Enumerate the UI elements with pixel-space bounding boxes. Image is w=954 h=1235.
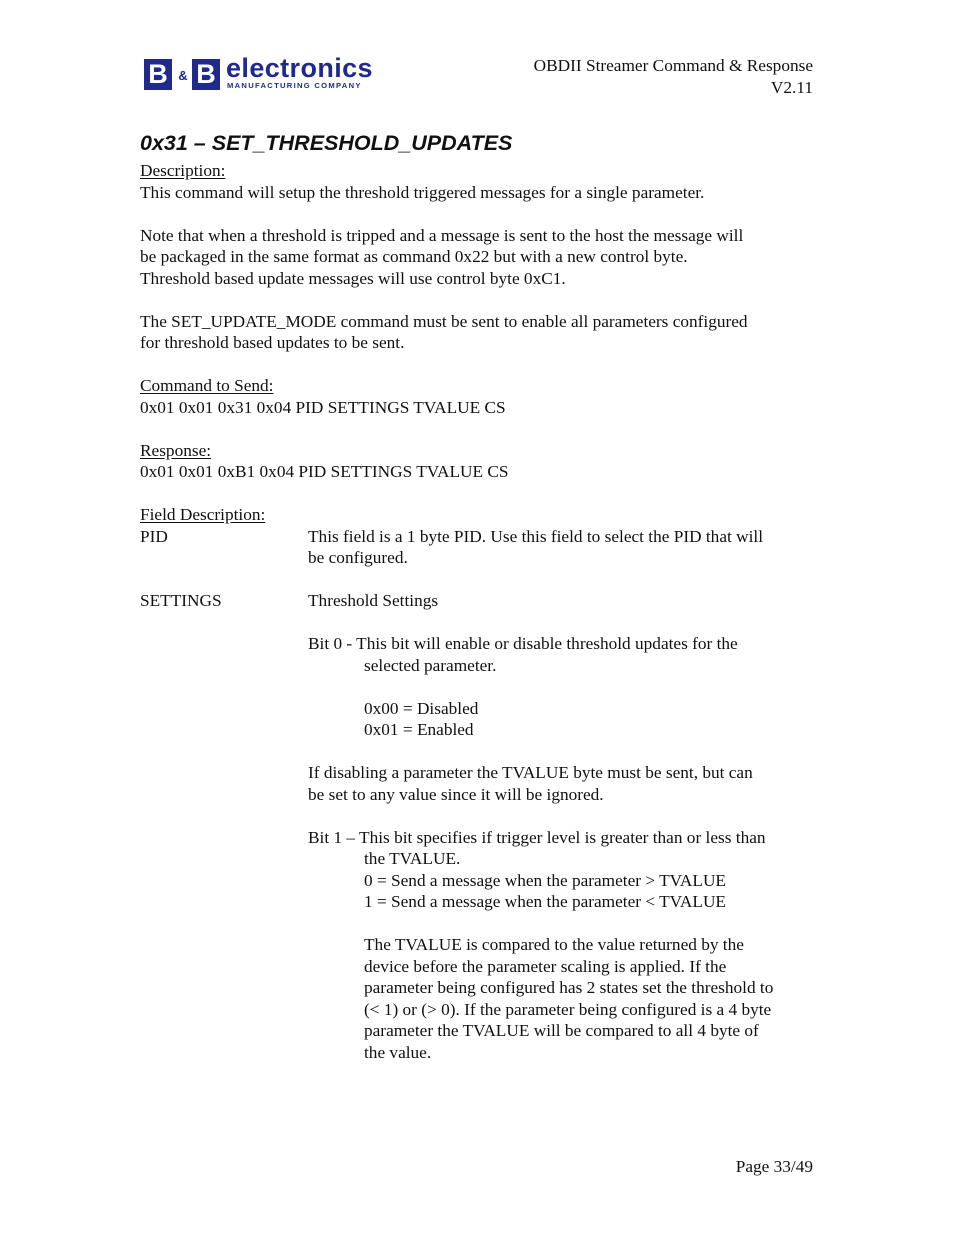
logo-tagline: MANUFACTURING COMPANY bbox=[227, 81, 362, 90]
logo-letter-b2: B bbox=[192, 59, 220, 90]
tvalue-line-2: device before the parameter scaling is applied. If the bbox=[364, 957, 727, 976]
document-title: OBDII Streamer Command & Response bbox=[533, 56, 813, 75]
logo-wordmark: electronics bbox=[226, 53, 373, 83]
bit1-line-2: the TVALUE. bbox=[364, 849, 461, 868]
company-logo bbox=[144, 53, 394, 92]
bit0-option-disabled: 0x00 = Disabled bbox=[364, 699, 479, 718]
note-line-2: be packaged in the same format as command 0x22 but with a new control byte. bbox=[140, 247, 688, 266]
tvalue-line-1: The TVALUE is compared to the value returned by the bbox=[364, 935, 744, 954]
bit1-line-1: Bit 1 – This bit specifies if trigger level is greater than or less than bbox=[308, 828, 766, 847]
response-text: 0x01 0x01 0xB1 0x04 PID SETTINGS TVALUE CS bbox=[140, 462, 509, 481]
disable-note-line-1: If disabling a parameter the TVALUE byte must be sent, but can bbox=[308, 763, 753, 782]
command-heading: Command to Send: bbox=[140, 376, 274, 395]
update-mode-line-1: The SET_UPDATE_MODE command must be sent to enable all parameters configured bbox=[140, 312, 748, 331]
command-text: 0x01 0x01 0x31 0x04 PID SETTINGS TVALUE CS bbox=[140, 398, 506, 417]
logo-letter-b1: B bbox=[144, 59, 172, 90]
section-title: 0x31 – SET_THRESHOLD_UPDATES bbox=[140, 131, 513, 155]
field-name-settings: SETTINGS bbox=[140, 591, 222, 610]
field-name-pid: PID bbox=[140, 527, 168, 546]
tvalue-line-5: parameter the TVALUE will be compared to all 4 byte of bbox=[364, 1021, 759, 1040]
bit1-option-greater: 0 = Send a message when the parameter > TVALUE bbox=[364, 871, 726, 890]
bit1-option-less: 1 = Send a message when the parameter < TVALUE bbox=[364, 892, 726, 911]
pid-desc-line-1: This field is a 1 byte PID. Use this field to select the PID that will bbox=[308, 527, 763, 546]
note-line-1: Note that when a threshold is tripped and a message is sent to the host the message will bbox=[140, 226, 744, 245]
update-mode-line-2: for threshold based updates to be sent. bbox=[140, 333, 405, 352]
tvalue-line-4: (< 1) or (> 0). If the parameter being configured is a 4 byte bbox=[364, 1000, 772, 1019]
bit0-line-2: selected parameter. bbox=[364, 656, 497, 675]
bit0-line-1: Bit 0 - This bit will enable or disable threshold updates for the bbox=[308, 634, 738, 653]
settings-heading: Threshold Settings bbox=[308, 591, 439, 610]
document-version: V2.11 bbox=[770, 77, 813, 97]
response-heading: Response: bbox=[140, 441, 212, 460]
description-text: This command will setup the threshold triggered messages for a single parameter. bbox=[140, 183, 705, 202]
pid-desc-line-2: be configured. bbox=[308, 548, 408, 567]
page-number: Page 33/49 bbox=[735, 1157, 813, 1176]
tvalue-line-3: parameter being configured has 2 states set the threshold to bbox=[364, 978, 774, 997]
field-description-heading: Field Description: bbox=[140, 505, 266, 524]
tvalue-line-6: the value. bbox=[364, 1043, 432, 1062]
bit0-option-enabled: 0x01 = Enabled bbox=[364, 720, 474, 739]
logo-ampersand: & bbox=[178, 68, 188, 83]
note-line-3: Threshold based update messages will use control byte 0xC1. bbox=[140, 269, 566, 288]
description-heading: Description: bbox=[140, 161, 226, 180]
disable-note-line-2: be set to any value since it will be ignored. bbox=[308, 785, 604, 804]
document-header bbox=[534, 55, 813, 98]
